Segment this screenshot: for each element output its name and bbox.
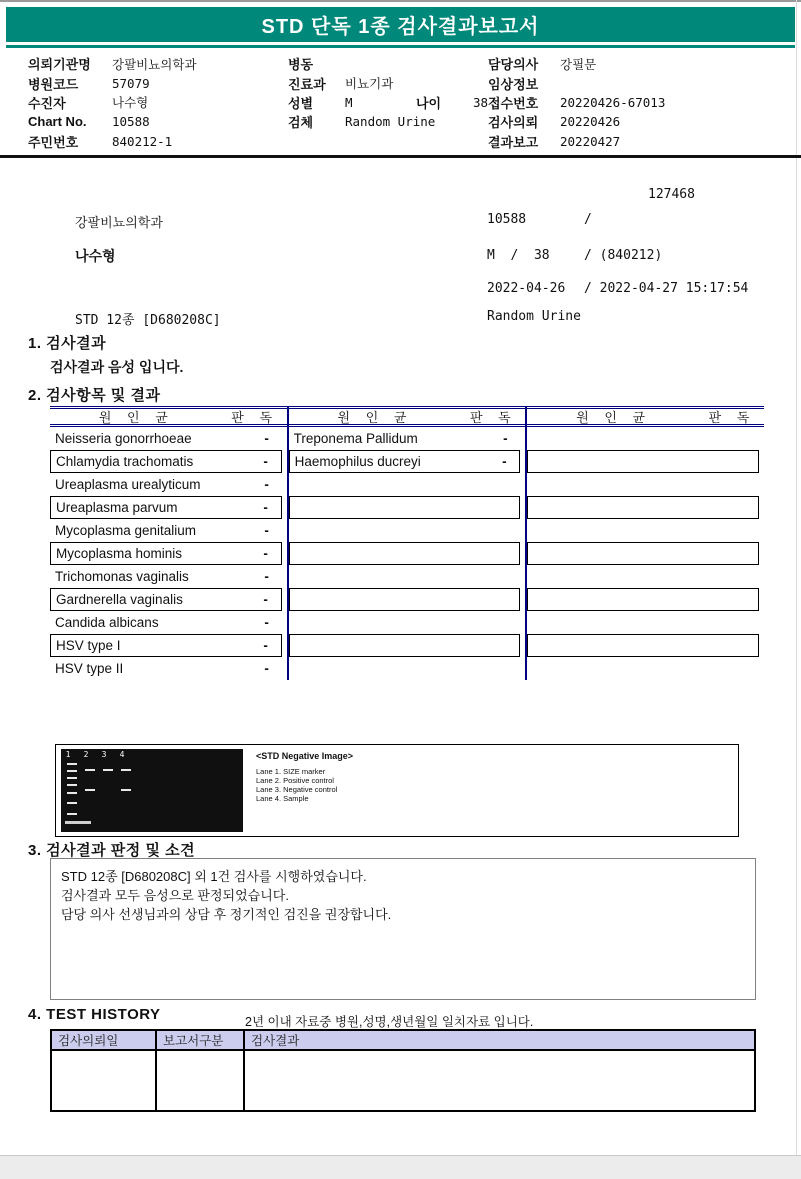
result-row (289, 450, 521, 473)
field-label: 진료과 (288, 76, 326, 92)
field-label: 결과보고 (488, 134, 539, 150)
age-label: 나이 (415, 95, 442, 111)
age-value: 38 (472, 94, 488, 110)
section1-result: 검사결과 음성 입니다. (50, 359, 184, 375)
result-row (50, 519, 282, 542)
history-body-row (52, 1051, 754, 1110)
results-header (50, 406, 287, 427)
gel-image (61, 749, 243, 832)
field-value: 나수형 (112, 95, 149, 111)
gel-band (85, 769, 95, 771)
section-divider (0, 155, 801, 158)
gel-band (67, 763, 77, 765)
result-row (289, 565, 521, 588)
result-row (289, 657, 521, 680)
report-datetime: / 2022-04-27 15:17:54 (584, 281, 749, 296)
report-title-bar (6, 7, 795, 42)
info-column-middle (288, 54, 488, 132)
organism-name: HSV type I (56, 638, 121, 653)
results-column-1 (50, 406, 287, 680)
results-table (50, 406, 764, 680)
page-footer (0, 1155, 801, 1179)
lane-number: 3 (101, 750, 107, 759)
organism-name: HSV type II (55, 661, 124, 676)
section1-title: 1. 검사결과 (28, 335, 107, 352)
result-row (50, 496, 282, 519)
section3-line: 담당 의사 선생님과의 상담 후 정기적인 검진을 권장합니다. (61, 907, 392, 922)
field-value: 57079 (112, 75, 150, 91)
section3-line: STD 12종 [D680208C] 외 1건 검사를 시행하였습니다. (61, 869, 367, 884)
info-row (488, 73, 778, 92)
result-value: - (263, 638, 268, 653)
result-value: - (264, 661, 269, 676)
info-row (488, 112, 778, 131)
result-row (50, 450, 282, 473)
results-rows (527, 427, 764, 680)
history-header-row (52, 1031, 754, 1051)
field-label: 접수번호 (488, 95, 539, 111)
field-value: 20220426 (560, 114, 621, 130)
field-label: 병원코드 (28, 76, 79, 92)
info-row (288, 112, 488, 131)
result-header: 판 독 (469, 410, 517, 425)
result-value: - (503, 431, 508, 446)
gel-lane-labels (256, 767, 353, 803)
organism-name: Mycoplasma genitalium (55, 523, 197, 538)
result-header: 판 독 (708, 410, 756, 425)
organism-name: Chlamydia trachomatis (56, 454, 194, 469)
field-value: 10588 (112, 114, 150, 130)
result-row (527, 634, 759, 657)
field-label: 수진자 (28, 95, 66, 111)
info-row (28, 132, 283, 151)
result-value: - (263, 546, 268, 561)
gel-image-panel (55, 744, 739, 837)
result-value: - (263, 454, 268, 469)
gel-caption (256, 751, 353, 803)
result-row (289, 473, 521, 496)
section3-title: 3. 검사결과 판정 및 소견 (28, 842, 196, 859)
gel-caption-title: <STD Negative Image> (256, 751, 354, 761)
result-row (289, 611, 521, 634)
result-row (527, 519, 759, 542)
result-value: - (264, 523, 269, 538)
result-row (527, 496, 759, 519)
gel-band (65, 821, 91, 824)
results-column-3 (525, 406, 764, 680)
gel-lane-label: Lane 1. SIZE marker (256, 767, 326, 776)
gel-band (67, 802, 77, 804)
result-row (289, 427, 521, 450)
result-row (50, 588, 282, 611)
field-label: 성별 (288, 95, 314, 111)
slash-mark: / (584, 212, 592, 227)
history-body-cell (52, 1051, 157, 1110)
field-value: 20220426-67013 (560, 94, 666, 110)
specimen-type: Random Urine (487, 309, 581, 324)
info-row (288, 73, 488, 92)
organism-name: Neisseria gonorrhoeae (55, 431, 192, 446)
gel-band (67, 777, 77, 779)
history-header-cell: 검사의뢰일 (52, 1031, 157, 1049)
result-row (50, 611, 282, 634)
field-label: 주민번호 (28, 134, 79, 150)
organism-header: 원 인 균 (337, 410, 413, 425)
results-header (289, 406, 526, 427)
history-body-cell (245, 1051, 754, 1110)
result-row (50, 473, 282, 496)
field-label: 검체 (288, 115, 314, 131)
gel-band (121, 769, 131, 771)
test-name: STD 12종 [D680208C] (75, 313, 221, 328)
doc-number: 127468 (648, 187, 695, 202)
result-row (50, 634, 282, 657)
result-value: - (264, 431, 269, 446)
accent-divider (6, 45, 795, 48)
field-value: 강팔비뇨의학과 (112, 56, 197, 72)
info-row (288, 54, 488, 73)
section3-line: 검사결과 모두 음성으로 판정되었습니다. (61, 888, 289, 903)
lane-number: 1 (65, 750, 71, 759)
field-label: 병동 (288, 57, 314, 73)
result-row (50, 657, 282, 680)
gel-band (67, 792, 77, 794)
lane-number: 2 (83, 750, 89, 759)
result-row (50, 427, 282, 450)
right-edge-line (796, 0, 797, 1155)
result-row (527, 542, 759, 565)
field-value: 비뇨기과 (345, 76, 394, 92)
history-note: 2년 이내 자료중 병원,성명,생년월일 일치자료 입니다. (245, 1015, 534, 1029)
result-row (289, 634, 521, 657)
gel-lane-label: Lane 4. Sample (256, 794, 309, 803)
history-title: 4. TEST HISTORY (28, 1006, 161, 1023)
result-row (289, 542, 521, 565)
request-date: 2022-04-26 (487, 281, 566, 296)
history-table (50, 1029, 756, 1112)
info-column-right (488, 54, 778, 151)
result-value: - (264, 569, 269, 584)
results-header (527, 406, 764, 427)
result-value: - (263, 592, 268, 607)
organism-header: 원 인 균 (98, 410, 174, 425)
gel-band (67, 813, 77, 815)
field-value: 강필문 (560, 56, 597, 72)
results-rows (50, 427, 287, 680)
result-row (50, 542, 282, 565)
history-body-cell (157, 1051, 245, 1110)
organism-name: Trichomonas vaginalis (55, 569, 189, 584)
info-column-left (28, 54, 283, 151)
result-row (527, 427, 759, 450)
field-value: 20220427 (560, 133, 621, 149)
chart-no: 10588 (487, 212, 527, 227)
info-row (28, 93, 283, 112)
info-row (28, 73, 283, 92)
field-label: 임상정보 (488, 76, 539, 92)
gel-band (67, 770, 77, 772)
info-row (488, 132, 778, 151)
result-value: - (263, 500, 268, 515)
sex-age: M / 38 (487, 248, 550, 263)
patient-name: 나수형 (75, 249, 116, 265)
lane-number-row (63, 750, 135, 759)
gel-band (121, 789, 131, 791)
result-header: 판 독 (231, 410, 279, 425)
result-row (289, 588, 521, 611)
info-row (288, 93, 488, 112)
section3-box (50, 858, 756, 1000)
organism-header: 원 인 균 (576, 410, 652, 425)
gel-band (103, 769, 113, 771)
result-row (50, 565, 282, 588)
gel-band (85, 789, 95, 791)
results-rows (289, 427, 526, 680)
organism-name: Haemophilus ducreyi (294, 454, 421, 469)
field-value: 840212-1 (112, 133, 173, 149)
field-label: Chart No. (28, 114, 87, 130)
result-row (527, 473, 759, 496)
result-row (527, 611, 759, 634)
gel-lane-label: Lane 3. Negative control (256, 785, 338, 794)
result-value: - (502, 454, 507, 469)
field-label: 의뢰기관명 (28, 57, 91, 73)
organism-name: Candida albicans (55, 615, 159, 630)
top-edge-line (0, 0, 801, 2)
history-header-cell: 검사결과 (251, 1034, 300, 1048)
field-label: 담당의사 (488, 57, 539, 73)
hospital-name: 강팔비뇨의학과 (75, 216, 163, 231)
result-row (527, 450, 759, 473)
info-row (28, 112, 283, 131)
field-value: Random Urine (345, 114, 436, 130)
result-row (527, 588, 759, 611)
organism-name: Ureaplasma parvum (56, 500, 178, 515)
lane-number: 4 (119, 750, 125, 759)
gel-lane-label: Lane 2. Positive control (256, 776, 334, 785)
organism-name: Mycoplasma hominis (56, 546, 183, 561)
birth-date: / (840212) (584, 248, 663, 263)
result-row (289, 496, 521, 519)
report-title: STD 단독 1종 검사결과보고서 (261, 16, 540, 38)
field-label: 검사의뢰 (488, 115, 539, 131)
section2-title: 2. 검사항목 및 결과 (28, 387, 161, 404)
history-header-cell: 보고서구분 (157, 1031, 245, 1049)
result-value: - (264, 477, 269, 492)
result-value: - (264, 615, 269, 630)
results-column-2 (287, 406, 526, 680)
organism-name: Ureaplasma urealyticum (55, 477, 201, 492)
gel-band (67, 784, 77, 786)
info-row (488, 93, 778, 112)
result-row (289, 519, 521, 542)
organism-name: Gardnerella vaginalis (56, 592, 183, 607)
result-row (527, 657, 759, 680)
sex-value: M (345, 94, 353, 110)
organism-name: Treponema Pallidum (293, 431, 418, 446)
result-row (527, 565, 759, 588)
info-row (28, 54, 283, 73)
info-row (488, 54, 778, 73)
